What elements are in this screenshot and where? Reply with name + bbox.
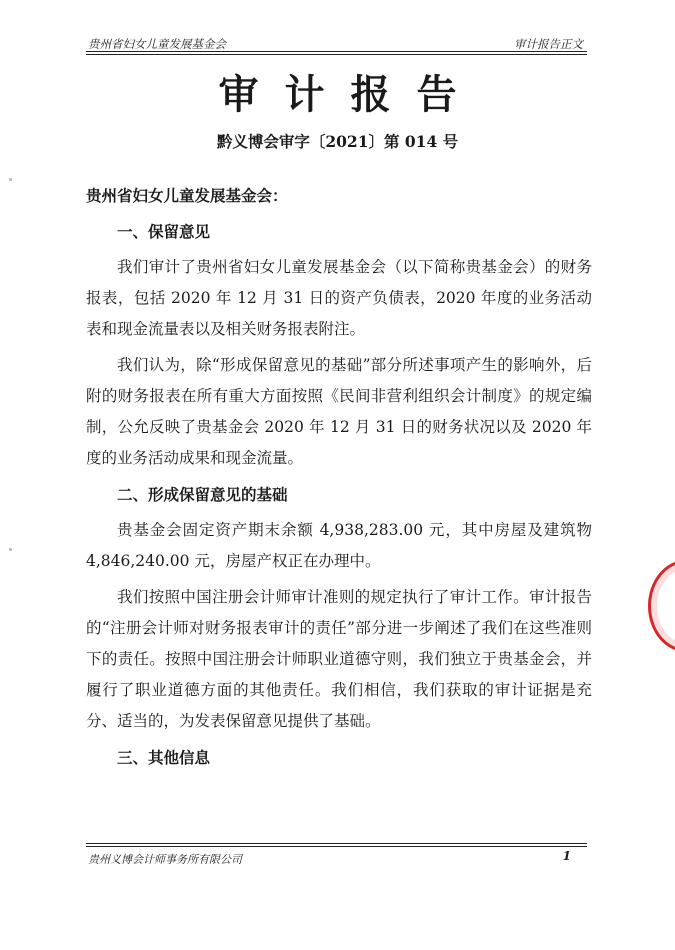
paragraph: 我们认为，除“形成保留意见的基础”部分所述事项产生的影响外，后附的财务报表在所有重大方面按照《民间非营利组织会计制度》的规定编制，公允反映了贵基金会 2020 年 12 月 31 日的财务状况以及 2020 年度的业务活动成果和现金流量。 xyxy=(86,356,592,467)
footer-firm-name: 贵州义博会计师事务所有限公司 xyxy=(88,853,242,866)
addressee: 贵州省妇女儿童发展基金会： xyxy=(86,186,288,205)
section-heading: 三、其他信息 xyxy=(117,748,211,767)
scan-mark xyxy=(9,548,12,551)
red-seal-stamp xyxy=(648,560,675,652)
footer-rule-thin xyxy=(86,843,587,844)
header-organization: 贵州省妇女儿童发展基金会 xyxy=(88,37,226,51)
scan-mark xyxy=(9,178,12,181)
header-section-title: 审计报告正文 xyxy=(514,37,583,51)
paragraph: 我们按照中国注册会计师审计准则的规定执行了审计工作。审计报告的“注册会计师对财务报表审计的责任”部分进一步阐述了我们在这些准则下的责任。按照中国注册会计师职业道德守则，我们独立于贵基金会，并履行了职业道德方面的其他责任。我们相信，我们获取的审计证据是充分、适当的，为发表保留意见提供了基础。 xyxy=(86,588,592,730)
footer-rule xyxy=(86,846,587,847)
header-rule xyxy=(86,51,587,52)
section-heading: 一、保留意见 xyxy=(117,222,211,241)
paragraph: 我们审计了贵州省妇女儿童发展基金会（以下简称贵基金会）的财务报表，包括 2020 年 12 月 31 日的资产负债表，2020 年度的业务活动表和现金流量表以及相关财务报表附注。 xyxy=(86,258,592,338)
page-number: 1 xyxy=(562,849,571,863)
report-body xyxy=(86,180,592,778)
paragraph: 贵基金会固定资产期末余额 4,938,283.00 元，其中房屋及建筑物 4,846,240.00 元，房屋产权正在办理中。 xyxy=(86,521,592,570)
document-number: 黔义博会审字〔2021〕第 014 号 xyxy=(216,132,459,151)
section-heading: 二、形成保留意见的基础 xyxy=(117,485,288,504)
report-title: 审计报告 xyxy=(218,71,483,118)
header-rule-thin xyxy=(86,54,587,55)
